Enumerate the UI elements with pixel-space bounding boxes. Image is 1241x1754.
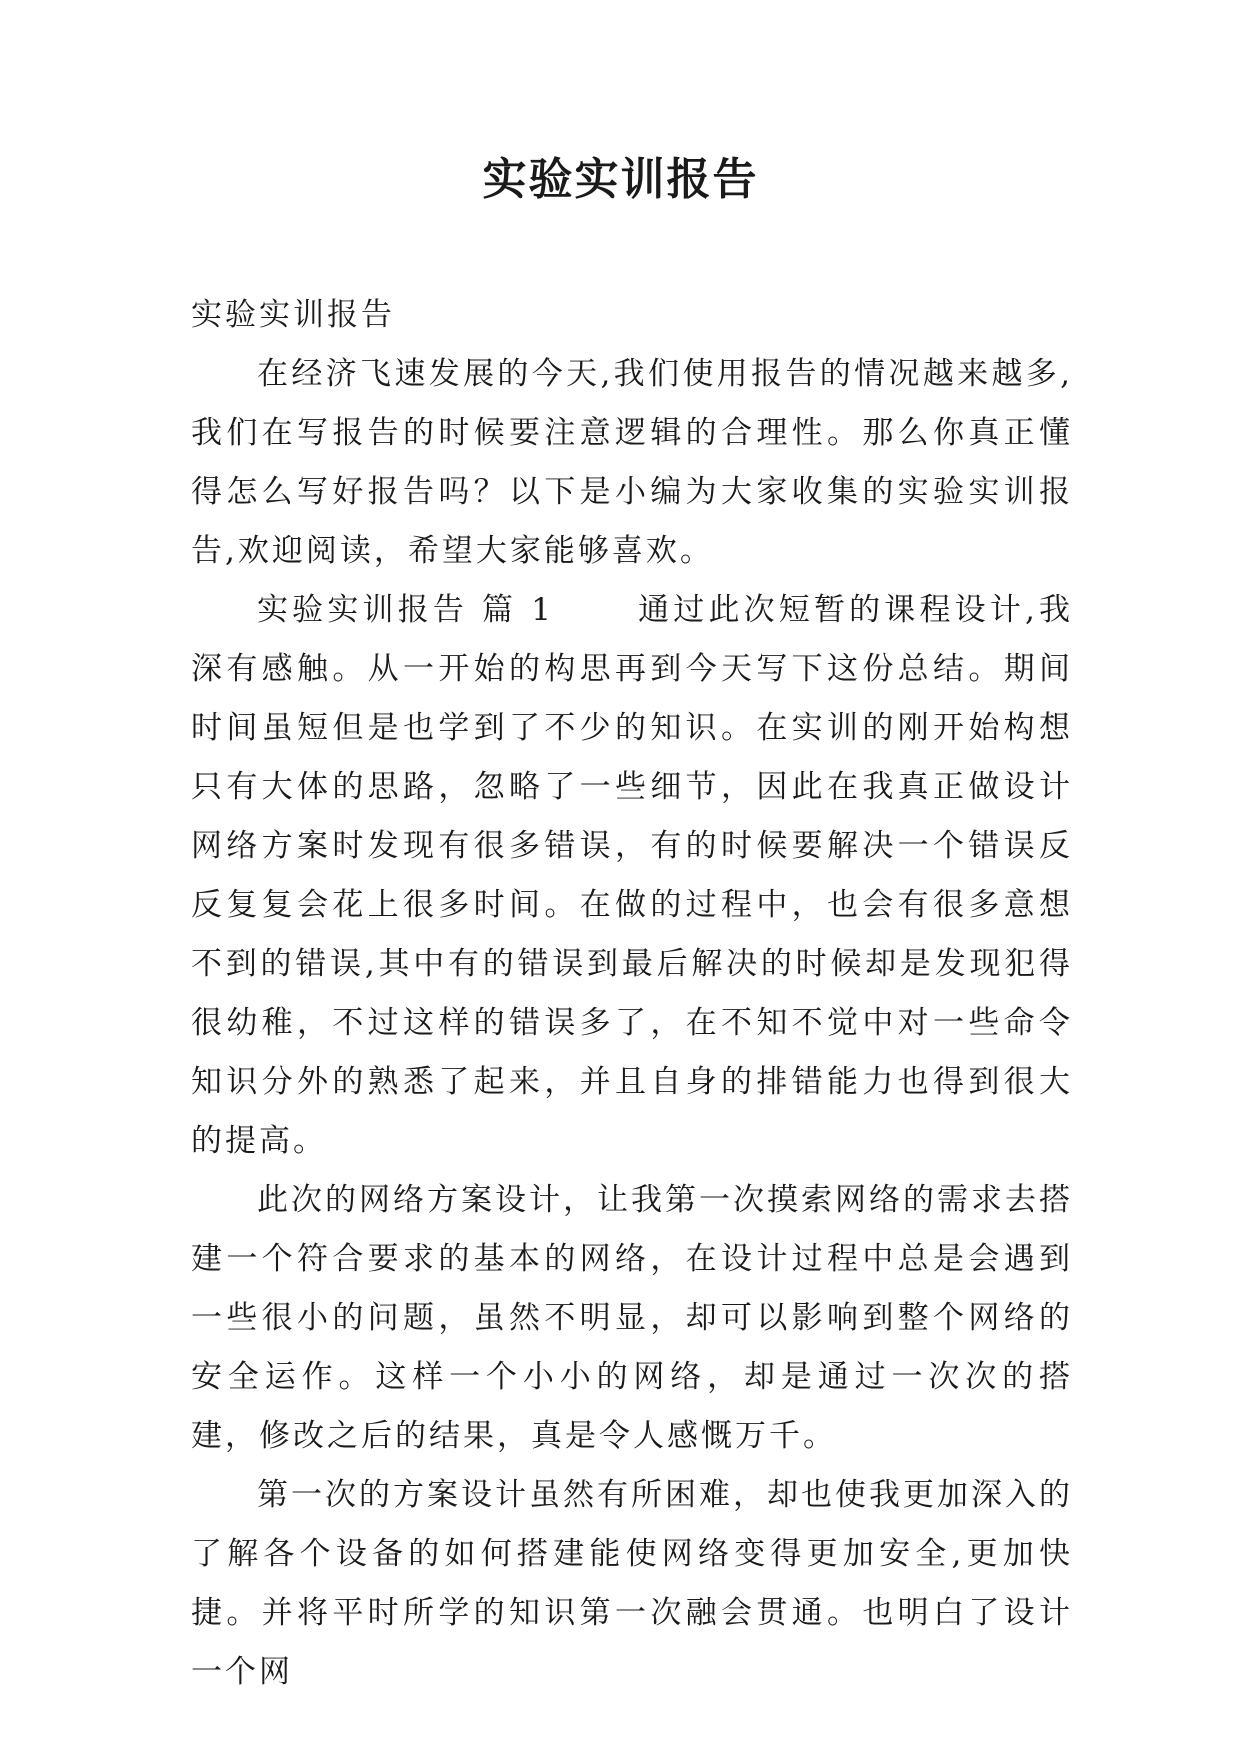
document-body: [191, 286, 1073, 1702]
section-1-paragraph: [191, 581, 1073, 1171]
section-1-heading: 实验实训报告 篇 1: [257, 592, 554, 628]
body-paragraph: 第一次的方案设计虽然有所困难，却也使我更加深入的了解各个设备的如何搭建能使网络变得更加安全,更加快捷。并将平时所学的知识第一次融会贯通。也明白了设计一个网: [191, 1477, 1073, 1690]
document-subtitle: 实验实训报告: [191, 297, 395, 333]
document-title: 实验实训报告: [482, 154, 759, 205]
section-1-text: 通过此次短暂的课程设计,我深有感触。从一开始的构思再到今天写下这份总结。期间时间虽短但是也学到了不少的知识。在实训的刚开始构想只有大体的思路，忽略了一些细节，因此在我真正做设计网络方案时发现有很多错误，有的时候要解决一个错误反反复复会花上很多时间。在做的过程中，也会有很多意想不到的错误,其中有的错误到最后解决的时候却是发现犯得很幼稚，不过这样的错误多了，在不知不觉中对一些命令知识分外的熟悉了起来，并且自身的排错能力也得到很大的提高。: [191, 592, 1074, 1159]
intro-paragraph: 在经济飞速发展的今天,我们使用报告的情况越来越多,我们在写报告的时候要注意逻辑的合理性。那么你真正懂得怎么写好报告吗？以下是小编为大家收集的实验实训报告,欢迎阅读，希望大家能够喜欢。: [191, 356, 1073, 569]
body-paragraph: 此次的网络方案设计，让我第一次摸索网络的需求去搭建一个符合要求的基本的网络，在设计过程中总是会遇到一些很小的问题，虽然不明显，却可以影响到整个网络的安全运作。这样一个小小的网络，却是通过一次次的搭建，修改之后的结果，真是令人感慨万千。: [191, 1182, 1073, 1454]
